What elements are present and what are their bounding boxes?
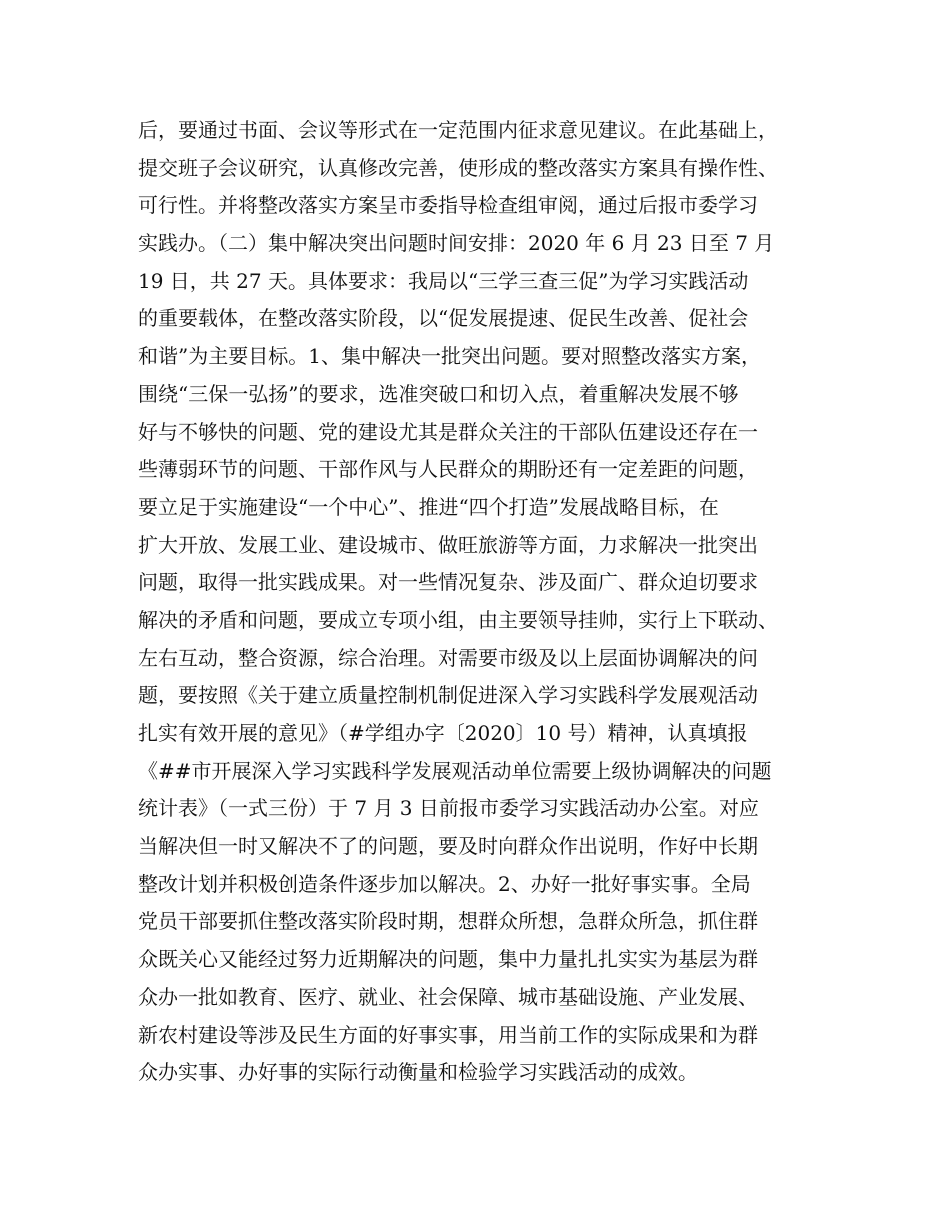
text-line-12: 扩大开放、发展工业、建设城市、做旺旅游等方面，力求解决一批突出 (138, 532, 758, 557)
text-line-17: 扎实有效开展的意见》（#学组办字〔2020〕10 号）精神，认真填报 (138, 721, 748, 745)
text-line-6: 的重要载体，在整改落实阶段，以“促发展提速、促民生改善、促社会 (138, 306, 749, 331)
body-paragraph (138, 112, 828, 1092)
text-line-18: 《##市开展深入学习实践科学发展观活动单位需要上级协调解决的问题 (138, 758, 772, 783)
text-line-16: 题，要按照《关于建立质量控制机制促进深入学习实践科学发展观活动 (138, 683, 758, 708)
text-line-14: 解决的矛盾和问题，要成立专项小组，由主要领导挂帅，实行上下联动、 (138, 607, 778, 632)
text-line-3: 可行性。并将整改落实方案呈市委指导检查组审阅，通过后报市委学习 (138, 193, 758, 218)
text-line-26: 众办实事、办好事的实际行动衡量和检验学习实践活动的成效。 (138, 1060, 698, 1085)
text-line-7: 和谐”为主要目标。1、集中解决一批突出问题。要对照整改落实方案， (138, 344, 761, 369)
text-line-10: 些薄弱环节的问题、干部作风与人民群众的期盼还有一定差距的问题， (138, 457, 758, 482)
text-line-9: 好与不够快的问题、党的建设尤其是群众关注的干部队伍建设还存在一 (138, 419, 758, 444)
text-line-1: 后，要通过书面、会议等形式在一定范围内征求意见建议。在此基础上， (138, 118, 778, 142)
text-line-15: 左右互动，整合资源，综合治理。对需要市级及以上层面协调解决的问 (138, 645, 758, 670)
text-line-13: 问题，取得一批实践成果。对一些情况复杂、涉及面广、群众迫切要求 (138, 570, 758, 595)
text-line-8: 围绕“三保一弘扬”的要求，选准突破口和切入点，着重解决发展不够 (138, 381, 739, 406)
text-line-24: 众办一批如教育、医疗、就业、社会保障、城市基础设施、产业发展、 (138, 984, 758, 1009)
text-line-5: 19 日，共 27 天。具体要求：我局以“三学三查三促”为学习实践活动 (138, 268, 749, 293)
text-line-20: 当解决但一时又解决不了的问题，要及时向群众作出说明，作好中长期 (138, 834, 758, 859)
text-line-11: 要立足于实施建设“一个中心”、推进“四个打造”发展战略目标，在 (138, 494, 719, 519)
text-line-4: 实践办。（二）集中解决突出问题时间安排：2020 年 6 月 23 日至 7 月 (138, 231, 775, 256)
text-line-19: 统计表》（一式三份）于 7 月 3 日前报市委学习实践活动办公室。对应 (138, 796, 759, 821)
text-line-2: 提交班子会议研究，认真修改完善，使形成的整改落实方案具有操作性、 (138, 155, 778, 180)
text-line-21: 整改计划并积极创造条件逐步加以解决。2、办好一批好事实事。全局 (138, 871, 751, 896)
text-line-25: 新农村建设等涉及民生方面的好事实事，用当前工作的实际成果和为群 (138, 1022, 758, 1047)
text-line-23: 众既关心又能经过努力近期解决的问题，集中力量扎扎实实为基层为群 (138, 947, 758, 972)
text-line-22: 党员干部要抓住整改落实阶段时期，想群众所想，急群众所急，抓住群 (138, 909, 758, 934)
